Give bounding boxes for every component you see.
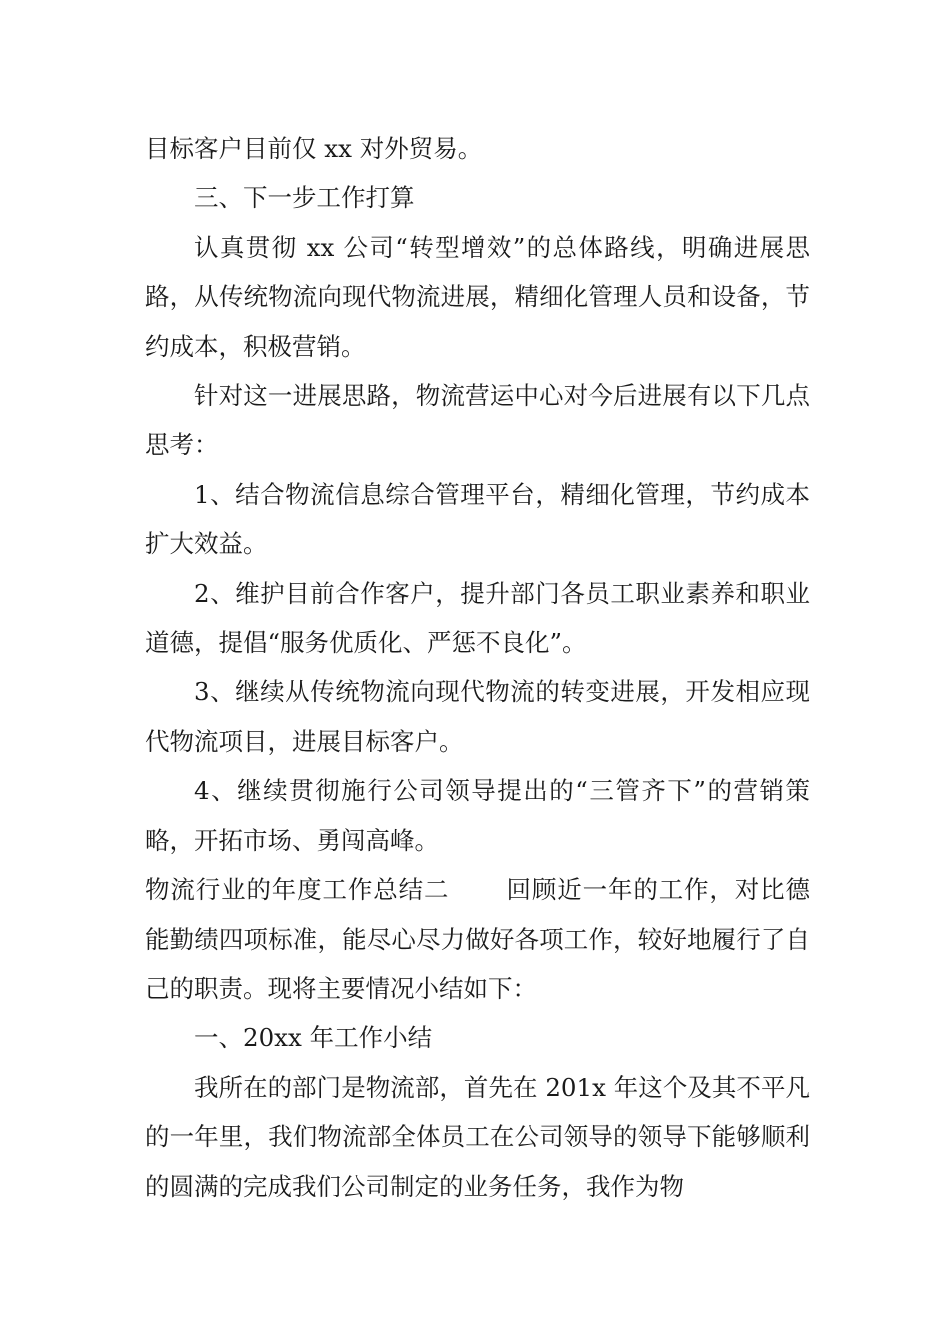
paragraph-summary-two — [145, 865, 810, 1013]
list-item-3: 3、继续从传统物流向现代物流的转变进展，开发相应现代物流项目，进展目标客户。 — [145, 677, 810, 756]
paragraph-continuation: 目标客户目前仅 xx 对外贸易。 — [145, 134, 483, 163]
list-item-1: 1、结合物流信息综合管理平台，精细化管理，节约成本扩大效益。 — [145, 479, 810, 559]
section-heading-year-summary: 一、20xx 年工作小结 — [194, 1023, 433, 1053]
document-body — [145, 124, 810, 1211]
list-item-2: 2、维护目前合作客户，提升部门各员工职业素养和职业道德，提倡“服务优质化、严惩不良化”。 — [145, 578, 810, 658]
summary-two-intro: 回顾近一年的工作，对比德能勤绩四项标准，能尽心尽力做好各项工作，较好地履行了自己的职责。现将主要情况小结如下： — [145, 875, 810, 1003]
paragraph-department-intro: 我所在的部门是物流部，首先在 201x 年这个及其不平凡的一年里，我们物流部全体员工在公司领导的领导下能够顺利的圆满的完成我们公司制定的业务任务，我作为物 — [145, 1072, 810, 1201]
list-item-4: 4、继续贯彻施行公司领导提出的“三管齐下”的营销策略，开拓市场、勇闯高峰。 — [145, 776, 810, 855]
paragraph-development-thoughts: 针对这一进展思路，物流营运中心对今后进展有以下几点思考： — [145, 381, 810, 460]
paragraph-transformation-route: 认真贯彻 xx 公司“转型增效”的总体路线，明确进展思路，从传统物流向现代物流进展，精细化管理人员和设备，节约成本，积极营销。 — [145, 232, 810, 361]
document-title-two: 物流行业的年度工作总结二 — [145, 875, 450, 905]
section-heading-next-steps: 三、下一步工作打算 — [194, 183, 415, 213]
